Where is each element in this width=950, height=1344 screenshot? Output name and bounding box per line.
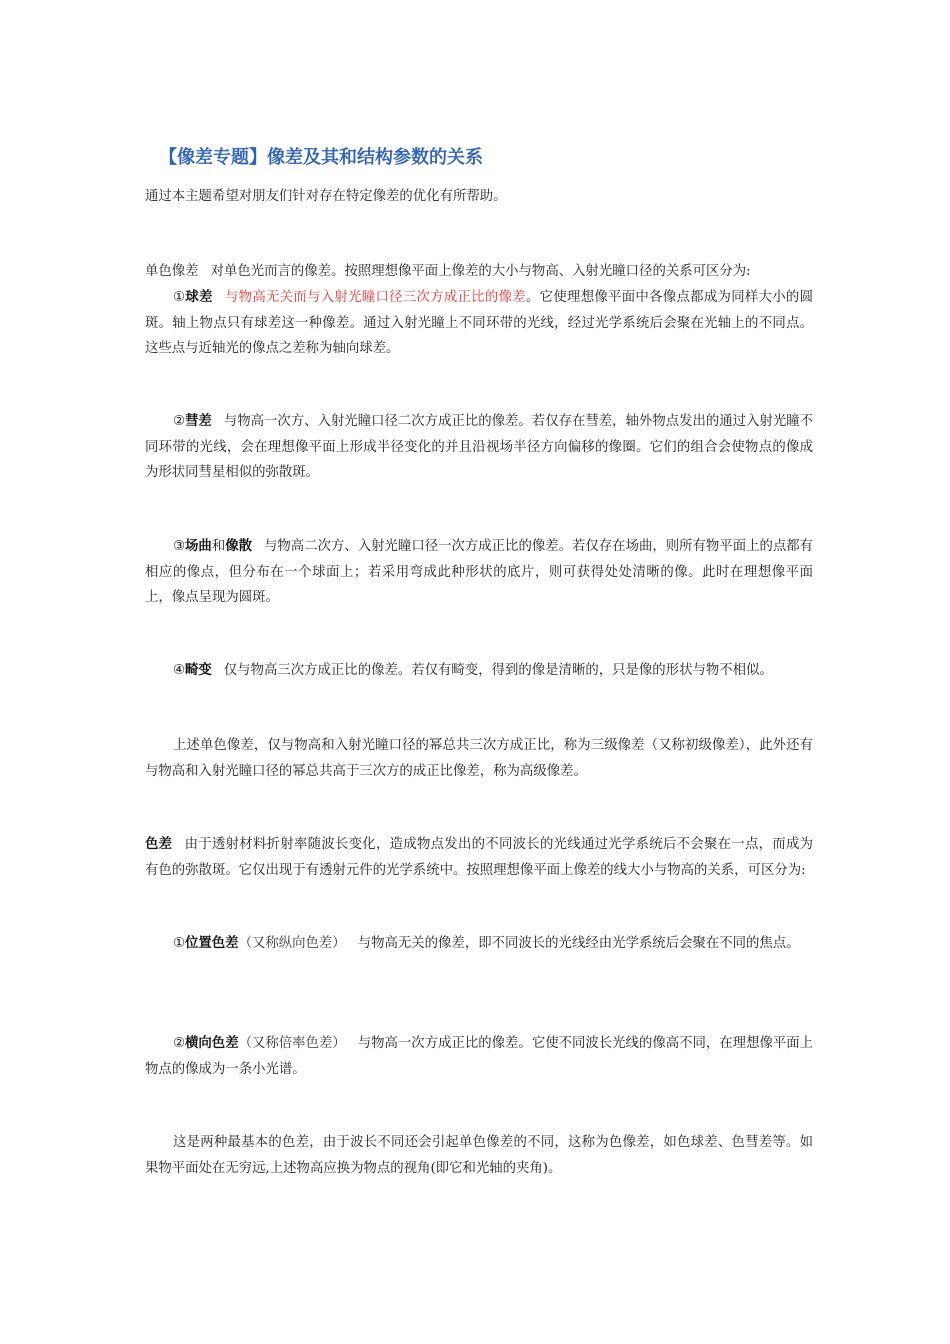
field-text: 与物高二次方、入射光瞳口径一次方成正比的像差。若仅存在场曲，则所有物平面上的点都有相应的像点，但分布在一个球面上；若采用弯成此种形状的底片，则可获得处处清晰的像。此时在理想像平面上，像点呈现为圆斑。 — [145, 539, 814, 605]
field-curvature-paragraph — [145, 534, 813, 611]
field-num: ③ — [173, 539, 186, 554]
coma-paragraph — [145, 409, 813, 486]
field-and: 和 — [211, 539, 226, 554]
longitudinal-text: 与物高无关的像差，即不同波长的光线经由光学系统后会聚在不同的焦点。 — [357, 936, 800, 951]
distortion-text: 仅与物高三次方成正比的像差。若仅有畸变，得到的像是清晰的，只是像的形状与物不相似。 — [223, 663, 773, 678]
page-title: 【像差专题】像差及其和结构参数的关系 — [159, 147, 483, 168]
distortion-term: 畸变 — [185, 662, 212, 678]
field-term1: 场曲 — [185, 538, 212, 554]
intro-paragraph: 通过本主题希望对朋友们针对存在特定像差的优化有所帮助。 — [145, 189, 507, 204]
field-term2: 像散 — [225, 538, 253, 554]
mono-label: 单色像差 — [145, 264, 199, 279]
chromatic-label: 色差 — [145, 836, 173, 852]
lateral-text: 与物高一次方成正比的像差。它使不同波长光线的像高不同，在理想像平面上物点的像成为一条小光谱。 — [145, 1036, 814, 1077]
mono-aberration-paragraph — [145, 259, 813, 285]
coma-term: 彗差 — [185, 413, 212, 429]
spherical-paragraph — [145, 285, 813, 362]
summary-paragraph: 上述单色像差，仅与物高和入射光瞳口径的幂总共三次方成正比，称为三级像差（又称初级像差），此外还有与物高和入射光瞳口径的幂总共高于三次方的成正比像差，称为高级像差。 — [145, 738, 813, 779]
lateral-num: ② — [173, 1036, 186, 1051]
longitudinal-term: 位置色差 — [185, 935, 239, 951]
lateral-term: 横向色差 — [185, 1035, 239, 1051]
closing-paragraph: 这是两种最基本的色差，由于波长不同还会引起单色像差的不同，这称为色像差，如色球差、色彗差等。如果物平面处在无穷远,上述物高应换为物点的视角(即它和光轴的夹角)。 — [145, 1135, 813, 1176]
chromatic-paragraph — [145, 832, 813, 883]
longitudinal-note: （又称纵向色差） — [238, 936, 346, 951]
coma-num: ② — [173, 414, 186, 429]
distortion-paragraph — [145, 658, 813, 684]
lateral-paragraph — [145, 1031, 813, 1082]
coma-text: 与物高一次方、入射光瞳口径二次方成正比的像差。若仅存在彗差，轴外物点发出的通过入射光瞳不同环带的光线，会在理想像平面上形成半径变化的并且沿视场半径方向偏移的像圈。它们的组合会使物点的像成为形状同彗星相似的弥散斑。 — [145, 414, 814, 480]
lateral-note: （又称倍率色差） — [238, 1036, 346, 1051]
spherical-term: 球差 — [185, 289, 213, 305]
chromatic-text: 由于透射材料折射率随波长变化，造成物点发出的不同波长的光线通过光学系统后不会聚在一点，而成为有色的弥散斑。它仅出现于有透射元件的光学系统中。按照理想像平面上像差的线大小与物高的关系，可区分为: — [145, 837, 814, 878]
distortion-num: ④ — [173, 663, 186, 678]
spherical-num: ① — [173, 290, 186, 305]
spherical-highlight: 与物高无关而与入射光瞳口径三次方成正比的像差 — [224, 290, 526, 305]
longitudinal-num: ① — [173, 936, 186, 951]
mono-text: 对单色光而言的像差。按照理想像平面上像差的大小与物高、入射光瞳口径的关系可区分为: — [210, 264, 751, 279]
spherical-text: 。它使理想像平面中各像点都成为同样大小的圆斑。轴上物点只有球差这一种像差。通过入射光瞳上不同环带的光线，经过光学系统后会聚在光轴上的不同点。这些点与近轴光的像点之差称为轴向球差。 — [145, 290, 813, 356]
longitudinal-paragraph — [145, 931, 813, 957]
